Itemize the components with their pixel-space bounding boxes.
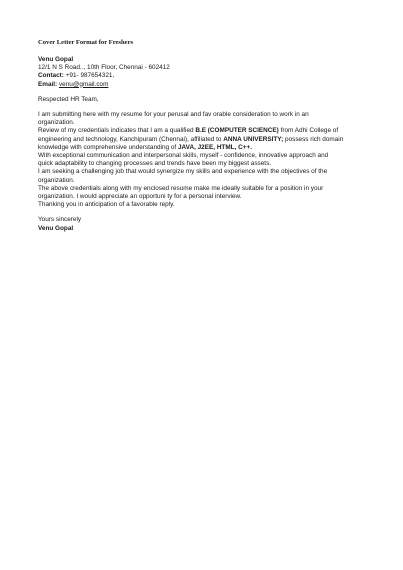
letter-page (38, 39, 368, 233)
body-text: knowledge with comprehensive understanding of (38, 143, 178, 151)
document-title: Cover Letter Format for Freshers (38, 39, 134, 46)
body-line (38, 144, 368, 152)
body-text: engineering and technology, Kanchipuram (Chennai), affiliated to (38, 135, 224, 143)
body-line (38, 127, 368, 135)
body-line: organization. (38, 176, 75, 184)
email-link[interactable]: venu@gmail.com (58, 80, 109, 88)
contact-value: +91- 987654321, (63, 72, 115, 80)
letter-body (38, 111, 368, 209)
sender-address: 12/1 N S Road.., 10th Floor, Chennai - 602412 (38, 64, 170, 72)
degree-text: B.E (COMPUTER SCIENCE) (195, 127, 279, 135)
body-text: possess rich domain (283, 135, 344, 143)
sign-off: Yours sincerely (38, 216, 82, 224)
skills-text: JAVA, J2EE, HTML, C++. (177, 143, 252, 151)
body-line: I am seeking a challenging job that would synergize my skills and experience with the objectives of the (38, 168, 328, 176)
body-text: Review of my credentials indicates that I am a qualified (38, 127, 196, 135)
salutation: Respected HR Team, (38, 95, 99, 103)
signature-name: Venu Gopal (38, 224, 74, 232)
body-line: organization. I would appreciate an opportuni ty for a personal interview. (38, 193, 242, 201)
body-line (38, 136, 368, 144)
body-line: organization. (38, 119, 75, 127)
sender-name: Venu Gopal (38, 56, 74, 63)
body-line: quick adaptability to changing processes and trends have been my biggest assets. (38, 160, 272, 168)
university-text: ANNA UNIVERSITY; (223, 135, 284, 143)
contact-label: Contact: (38, 72, 64, 80)
body-text: from Adhi College of (278, 127, 339, 135)
sender-email (38, 81, 368, 89)
email-label: Email: (38, 80, 58, 88)
body-line: With exceptional communication and interpersonal skills, myself - confidence, innovative approach and (38, 152, 329, 160)
sender-block (38, 56, 368, 89)
body-line: Thanking you in anticipation of a favorable reply. (38, 201, 175, 209)
body-line: I am submitting here with my resume for your perusal and fav orable consideration to work in an (38, 111, 309, 119)
sender-contact (38, 72, 368, 80)
closing-block (38, 216, 368, 232)
body-line: The above credentials along with my enclosed resume make me ideally suitable for a position in your (38, 184, 324, 192)
